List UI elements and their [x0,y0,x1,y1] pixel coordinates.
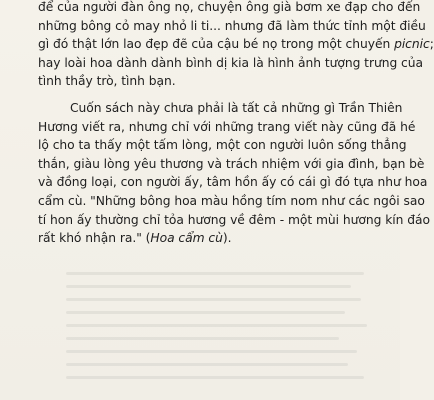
paragraph-spacer [38,91,363,99]
text-run: gì đó thật lớn lao đẹp đẽ của cậu bé nọ trong một chuyến [38,37,395,52]
text-run: rất khó nhận ra." ( [38,231,151,246]
italic-text-run: Hoa cẩm cù [150,231,223,246]
show-through-text [66,272,376,400]
text-line [38,54,423,73]
text-line [38,136,407,155]
text-run: và đồng loại, con người ấy, tâm hồn ấy có cái gì đó tựa như hoa [38,175,428,190]
text-run: lộ cho ta thấy một tấm lòng, một con người luôn sống thẳng [38,138,407,153]
text-line [38,99,403,118]
text-line [38,72,363,91]
page-body-text [38,0,434,248]
text-line [38,155,425,174]
text-run: Hương viết ra, nhưng chỉ với những trang viết này cũng đã hé [38,119,416,134]
text-line [38,211,430,230]
text-line [38,192,425,211]
text-run: Cuốn sách này chưa phải là tất cả những gì Trần Thiên [70,100,403,115]
italic-text-run: picnic [394,37,430,52]
text-line [38,229,363,248]
text-run: tình thầy trò, tình bạn. [38,74,176,89]
paragraph-1 [38,0,434,91]
text-run: tí hon ấy thường chỉ tỏa hương về đêm - một mùi hương kín đáo [38,212,430,227]
text-run: cẩm cù. "Những bông hoa màu hồng tím nom như các ngôi sao [38,193,425,208]
text-line [38,118,416,137]
text-line [38,0,421,17]
text-run: hay loài hoa dành dành bình dị kia là hình ảnh tượng trưng của [38,55,423,70]
text-run: ; [429,37,434,52]
text-run: để của người đàn ông nọ, chuyện ông già bơm xe đạp cho đến [38,0,421,14]
text-run: thắn, giàu lòng yêu thương và trách nhiệm với gia đình, bạn bè [38,156,425,171]
text-run: những bông cỏ may nhỏ li ti... nhưng đã làm thức tỉnh một điều [38,18,426,33]
text-run: ). [222,231,232,246]
text-line [38,35,434,54]
paragraph-2 [38,99,430,248]
text-line [38,173,428,192]
text-line [38,17,426,36]
